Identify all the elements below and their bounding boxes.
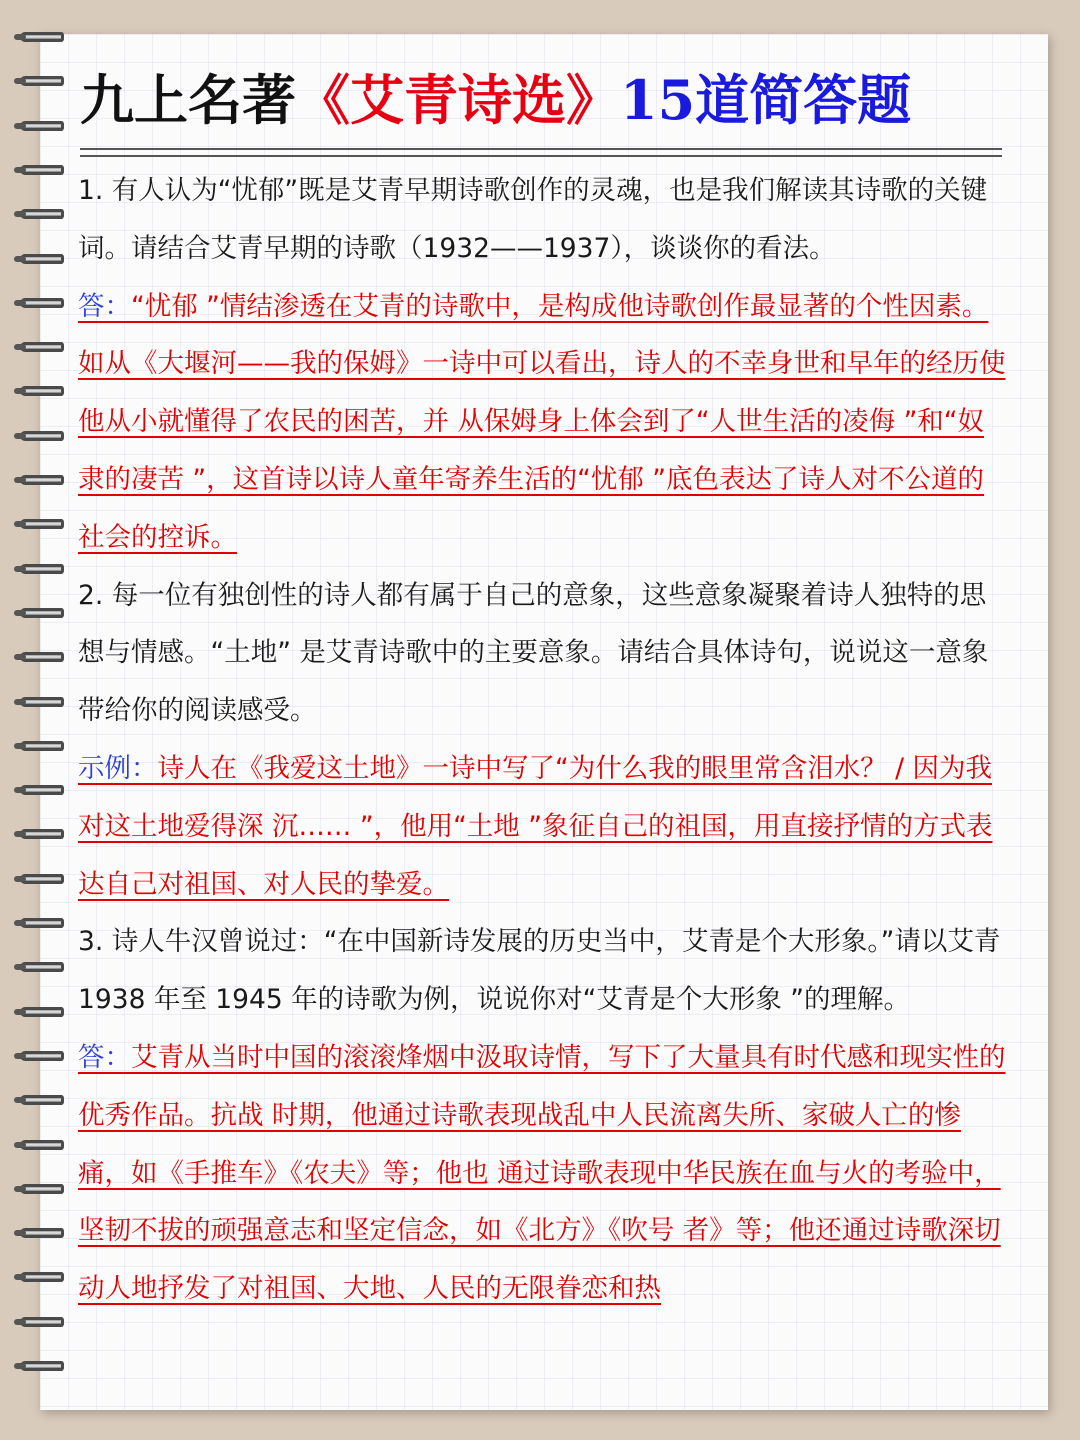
- title-part-grade: 九上名著: [80, 68, 296, 132]
- spiral-ring: [14, 163, 66, 177]
- answer-2-label: 示例：: [78, 752, 158, 784]
- spiral-ring: [14, 606, 66, 620]
- spiral-ring: [14, 1049, 66, 1063]
- title-part-count: 15道简答题: [620, 68, 912, 132]
- spiral-ring: [14, 1226, 66, 1240]
- qa-content: [78, 162, 1008, 1318]
- spiral-ring: [14, 695, 66, 709]
- spiral-ring: [14, 1093, 66, 1107]
- spiral-binding: [14, 30, 70, 1400]
- title-part-book: 《艾青诗选》: [296, 68, 620, 132]
- spiral-ring: [14, 207, 66, 221]
- answer-3: [78, 1029, 1008, 1318]
- answer-1-label: 答：: [78, 290, 131, 322]
- spiral-ring: [14, 119, 66, 133]
- answer-2: [78, 740, 1008, 913]
- spiral-ring: [14, 562, 66, 576]
- spiral-ring: [14, 1270, 66, 1284]
- spiral-ring: [14, 827, 66, 841]
- spiral-ring: [14, 252, 66, 266]
- question-3: 3. 诗人牛汉曾说过：“在中国新诗发展的历史当中，艾青是个大形象。”请以艾青 1938 年至 1945 年的诗歌为例，说说你对“艾青是个大形象 ”的理解。: [78, 926, 1001, 1016]
- spiral-ring: [14, 1005, 66, 1019]
- spiral-ring: [14, 739, 66, 753]
- spiral-ring: [14, 960, 66, 974]
- spiral-ring: [14, 872, 66, 886]
- answer-1: [78, 278, 1008, 567]
- spiral-ring: [14, 473, 66, 487]
- question-1: 1. 有人认为“忧郁”既是艾青早期诗歌创作的灵魂，也是我们解读其诗歌的关键词。请结合艾青早期的诗歌（1932——1937），谈谈你的看法。: [78, 175, 988, 264]
- spiral-ring: [14, 916, 66, 930]
- spiral-ring: [14, 1182, 66, 1196]
- title-rule-bottom: [80, 155, 1002, 157]
- title-rule-top: [80, 148, 1002, 150]
- spiral-ring: [14, 517, 66, 531]
- spiral-ring: [14, 74, 66, 88]
- answer-3-text: 艾青从当时中国的滚滚烽烟中汲取诗情，写下了大量具有时代感和现实性的优秀作品。抗战 时期，他通过诗歌表现战乱中人民流离失所、家破人亡的惨痛，如《手推车》《农夫》等；他也 通过诗歌表现中华民族在血与火的考验中，坚韧不拔的顽强意志和坚定信念，如《北方》《吹号 者》等；他还通过诗歌深切动人地抒发了对祖国、大地、人民的无限眷恋和热: [78, 1041, 1006, 1305]
- spiral-ring: [14, 1315, 66, 1329]
- spiral-ring: [14, 429, 66, 443]
- answer-2-text: 诗人在《我爱这土地》一诗中写了“为什么我的眼里常含泪水？ / 因为我对这土地爱得深 沉…… ”，他用“土地 ”象征自己的祖国，用直接抒情的方式表达自己对祖国、对人民的挚爱。: [78, 752, 993, 900]
- spiral-ring: [14, 30, 66, 44]
- answer-1-text: “忧郁 ”情结渗透在艾青的诗歌中，是构成他诗歌创作最显著的个性因素。如从《大堰河——我的保姆》一诗中可以看出，诗人的不幸身世和早年的经历使他从小就懂得了农民的困苦，并 从保姆身上体会到了“人世生活的凌侮 ”和“奴隶的凄苦 ”，这首诗以诗人童年寄养生活的“忧郁 ”底色表达了诗人对不公道的社会的控诉。: [78, 290, 1006, 553]
- spiral-ring: [14, 1138, 66, 1152]
- spiral-ring: [14, 783, 66, 797]
- spiral-ring: [14, 340, 66, 354]
- spiral-ring: [14, 384, 66, 398]
- page-title: [80, 62, 1040, 138]
- spiral-ring: [14, 650, 66, 664]
- spiral-ring: [14, 296, 66, 310]
- question-2: 2. 每一位有独创性的诗人都有属于自己的意象，这些意象凝聚着诗人独特的思想与情感。“土地” 是艾青诗歌中的主要意象。请结合具体诗句，说说这一意象带给你的阅读感受。: [78, 579, 989, 727]
- answer-3-label: 答：: [78, 1041, 131, 1073]
- spiral-ring: [14, 1359, 66, 1373]
